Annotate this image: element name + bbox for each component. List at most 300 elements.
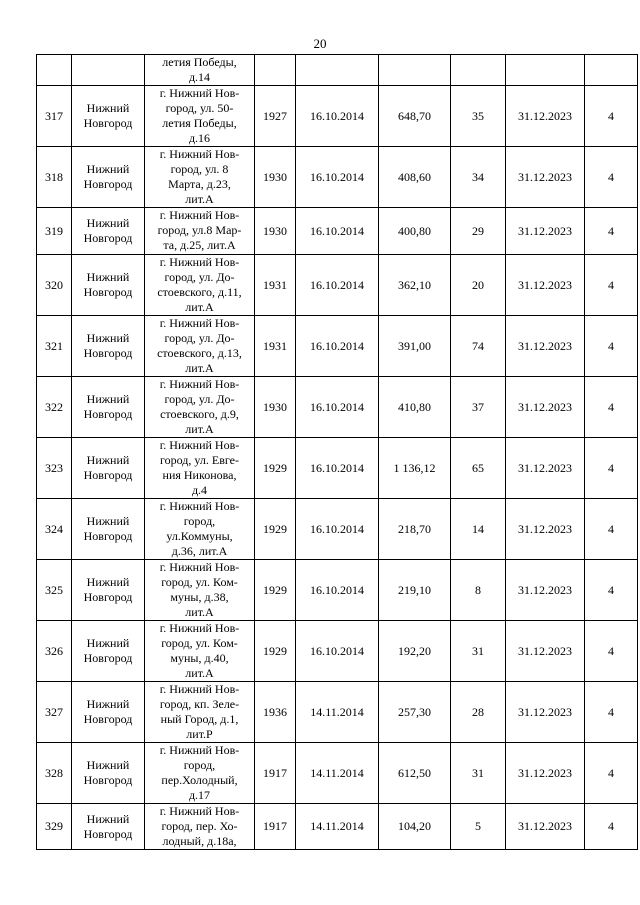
cell-deadline-line: 31.12.2023: [518, 399, 572, 414]
cell-category-line: 4: [608, 819, 614, 833]
cell-address-line: г. Нижний Нов-: [159, 499, 240, 513]
cell-deadline-line: 31.12.2023: [518, 223, 572, 238]
cell-date: [296, 438, 379, 499]
cell-year: [255, 208, 296, 255]
cell-year-line: 1930: [263, 399, 287, 414]
cell-number: [37, 804, 72, 850]
cell-area: [379, 377, 451, 438]
cell-count: [451, 255, 506, 316]
cell-address-line: город, ул. Ком-: [161, 636, 238, 650]
cell-address-line: город, пер. Хо-: [161, 819, 238, 833]
cell-address-line: Марта, д.23,: [168, 177, 231, 191]
cell-deadline: [506, 560, 585, 621]
cell-year-line: 1929: [263, 582, 287, 597]
cell-category-line: 4: [608, 521, 614, 536]
cell-address: [145, 743, 255, 804]
cell-area-line: 219,10: [398, 582, 431, 597]
cell-city-line: Нижний: [86, 392, 130, 406]
cell-city-line: Новгород: [83, 177, 133, 191]
cell-year-line: 1930: [263, 169, 287, 184]
cell-area-line: 104,20: [398, 819, 431, 833]
cell-number: [37, 86, 72, 147]
cell-address-line: г. Нижний Нов-: [159, 147, 240, 161]
cell-area: [379, 804, 451, 850]
cell-date: [296, 499, 379, 560]
cell-category: [585, 743, 638, 804]
cell-address-line: пер.Холодный,: [161, 773, 238, 787]
cell-area-line: 1 136,12: [393, 460, 436, 475]
cell-date: [296, 86, 379, 147]
cell-address: [145, 255, 255, 316]
cell-address-line: д.16: [188, 131, 211, 145]
cell-year-line: 1929: [263, 460, 287, 475]
cell-deadline-line: 31.12.2023: [518, 338, 572, 353]
cell-deadline: [506, 377, 585, 438]
cell-city-line: Новгород: [83, 651, 133, 665]
cell-address-line: город, ул. Ком-: [161, 575, 238, 589]
cell-number-line: 324: [45, 521, 63, 536]
cell-number: [37, 377, 72, 438]
cell-address: [145, 621, 255, 682]
cell-deadline-line: 31.12.2023: [518, 277, 572, 292]
cell-count-line: 31: [472, 643, 484, 658]
table-row: [37, 208, 638, 255]
cell-city: [72, 560, 145, 621]
cell-number: [37, 208, 72, 255]
cell-area: [379, 147, 451, 208]
cell-category: [585, 621, 638, 682]
cell-address-line: ный Город, д.1,: [160, 712, 239, 726]
cell-address-line: г. Нижний Нов-: [159, 255, 240, 269]
cell-count: [451, 438, 506, 499]
cell-year: [255, 621, 296, 682]
cell-city-line: Новгород: [83, 468, 133, 482]
cell-city: [72, 147, 145, 208]
cell-empty: [296, 55, 379, 86]
cell-year-line: 1936: [263, 704, 287, 719]
cell-area: [379, 255, 451, 316]
cell-category: [585, 377, 638, 438]
cell-category: [585, 560, 638, 621]
cell-count-line: 37: [472, 399, 484, 414]
cell-address-line: город, ул. До-: [164, 331, 235, 345]
cell-number-line: 319: [45, 223, 63, 238]
address-line: д.14: [188, 70, 211, 84]
cell-category: [585, 804, 638, 850]
cell-deadline-line: 31.12.2023: [518, 704, 572, 719]
cell-area-line: 362,10: [398, 277, 431, 292]
cell-number: [37, 621, 72, 682]
cell-city-line: Новгород: [83, 590, 133, 604]
cell-deadline-line: 31.12.2023: [518, 108, 572, 123]
cell-number: [37, 499, 72, 560]
cell-year: [255, 86, 296, 147]
cell-year-line: 1931: [263, 277, 287, 292]
cell-count: [451, 208, 506, 255]
cell-address-line: г. Нижний Нов-: [159, 682, 240, 696]
cell-city-line: Новгород: [83, 407, 133, 421]
table-row: [37, 86, 638, 147]
cell-deadline: [506, 499, 585, 560]
cell-city-line: Нижний: [86, 101, 130, 115]
cell-count: [451, 86, 506, 147]
cell-deadline: [506, 682, 585, 743]
table-row: [37, 255, 638, 316]
cell-date: [296, 255, 379, 316]
cell-count-line: 20: [472, 277, 484, 292]
cell-count: [451, 743, 506, 804]
cell-number-line: 326: [45, 643, 63, 658]
cell-date-line: 16.10.2014: [310, 460, 364, 475]
cell-count-line: 31: [472, 765, 484, 780]
cell-category: [585, 86, 638, 147]
cell-empty: [37, 55, 72, 86]
cell-address-line: лит.Р: [186, 727, 213, 741]
cell-category-line: 4: [608, 582, 614, 597]
cell-year: [255, 438, 296, 499]
housing-table: [36, 54, 638, 850]
cell-category-line: 4: [608, 277, 614, 292]
cell-year: [255, 255, 296, 316]
cell-city-line: Нижний: [86, 811, 130, 826]
cell-year: [255, 499, 296, 560]
cell-year-line: 1917: [263, 765, 287, 780]
cell-address-line: г. Нижний Нов-: [159, 377, 240, 391]
cell-number: [37, 438, 72, 499]
table-row: [37, 743, 638, 804]
table-row: [37, 499, 638, 560]
cell-city-line: Нижний: [86, 636, 130, 650]
cell-deadline-line: 31.12.2023: [518, 521, 572, 536]
cell-address-line: лодный, д.18а,: [162, 834, 237, 848]
cell-address-line: город, ул.8 Мар-: [157, 223, 242, 237]
cell-category-line: 4: [608, 338, 614, 353]
cell-date: [296, 743, 379, 804]
cell-number: [37, 147, 72, 208]
cell-address-line: г. Нижний Нов-: [159, 743, 240, 757]
cell-city: [72, 377, 145, 438]
cell-date-line: 16.10.2014: [310, 338, 364, 353]
cell-year: [255, 377, 296, 438]
cell-number-line: 317: [45, 108, 63, 123]
cell-year-line: 1930: [263, 223, 287, 238]
cell-city: [72, 804, 145, 850]
cell-address-line: лит.А: [185, 666, 214, 680]
cell-year-line: 1917: [263, 819, 287, 833]
cell-area-line: 400,80: [398, 223, 431, 238]
cell-deadline: [506, 316, 585, 377]
cell-address: [145, 208, 255, 255]
cell-date-line: 14.11.2014: [310, 765, 364, 780]
cell-address-line: город, ул. Евге-: [160, 453, 239, 467]
cell-address-line: город,: [183, 514, 216, 528]
cell-city: [72, 621, 145, 682]
cell-address-line: ул.Коммуны,: [166, 529, 233, 543]
cell-year: [255, 316, 296, 377]
cell-address-line: город, ул. До-: [164, 270, 235, 284]
cell-area-line: 408,60: [398, 169, 431, 184]
cell-year-line: 1927: [263, 108, 287, 123]
cell-year-line: 1929: [263, 643, 287, 658]
cell-number-line: 328: [45, 765, 63, 780]
cell-address-line: та, д.25, лит.А: [163, 238, 236, 252]
cell-year: [255, 560, 296, 621]
cell-deadline: [506, 208, 585, 255]
cell-date: [296, 804, 379, 850]
cell-number-line: 321: [45, 338, 63, 353]
cell-empty: [72, 55, 145, 86]
cell-empty: [506, 55, 585, 86]
cell-area: [379, 743, 451, 804]
cell-count-line: 28: [472, 704, 484, 719]
cell-count: [451, 377, 506, 438]
cell-city-line: Нижний: [86, 216, 130, 230]
cell-deadline-line: 31.12.2023: [518, 169, 572, 184]
cell-address: [145, 147, 255, 208]
page-number: 20: [313, 36, 327, 51]
cell-category-line: 4: [608, 169, 614, 184]
table-row: [37, 804, 638, 850]
cell-deadline-line: 31.12.2023: [518, 819, 572, 833]
cell-count: [451, 316, 506, 377]
cell-city-line: Нижний: [86, 575, 130, 589]
cell-year: [255, 682, 296, 743]
cell-area: [379, 682, 451, 743]
cell-empty: [451, 55, 506, 86]
table-row: [37, 438, 638, 499]
cell-city: [72, 743, 145, 804]
cell-deadline: [506, 86, 585, 147]
cell-area: [379, 208, 451, 255]
cell-city: [72, 86, 145, 147]
cell-date-line: 14.11.2014: [310, 704, 364, 719]
cell-date: [296, 682, 379, 743]
cell-area-line: 391,00: [398, 338, 431, 353]
cell-city-line: Нижний: [86, 758, 130, 772]
cell-address: [145, 804, 255, 850]
cell-city-line: Нижний: [86, 331, 130, 345]
cell-city-line: Новгород: [83, 231, 133, 245]
table-row: [37, 147, 638, 208]
table-body: [37, 55, 638, 850]
cell-number-line: 325: [45, 582, 63, 597]
cell-date: [296, 147, 379, 208]
table-row: [37, 377, 638, 438]
cell-date-line: 16.10.2014: [310, 108, 364, 123]
cell-address-line: г. Нижний Нов-: [159, 438, 240, 452]
cell-address-line: муны, д.38,: [170, 590, 229, 604]
cell-date: [296, 621, 379, 682]
cell-date: [296, 560, 379, 621]
cell-area-line: 192,20: [398, 643, 431, 658]
cell-count: [451, 621, 506, 682]
cell-number: [37, 682, 72, 743]
cell-address-line: город, ул. 50-: [165, 101, 234, 115]
cell-category-line: 4: [608, 765, 614, 780]
cell-city: [72, 316, 145, 377]
cell-number: [37, 560, 72, 621]
cell-category-line: 4: [608, 460, 614, 475]
cell-number-line: 322: [45, 399, 63, 414]
cell-city: [72, 438, 145, 499]
cell-area-line: 612,50: [398, 765, 431, 780]
cell-address-line: стоевского, д.9,: [160, 407, 239, 421]
cell-address-line: д.17: [188, 788, 211, 802]
cell-city-line: Новгород: [83, 529, 133, 543]
cell-address-line: муны, д.40,: [170, 651, 229, 665]
cell-count: [451, 560, 506, 621]
cell-address-line: ния Никонова,: [162, 468, 237, 482]
cell-area-line: 410,80: [398, 399, 431, 414]
cell-date: [296, 316, 379, 377]
cell-address-line: город, ул. До-: [164, 392, 235, 406]
cell-area: [379, 316, 451, 377]
cell-address-line: г. Нижний Нов-: [159, 86, 240, 100]
cell-category: [585, 255, 638, 316]
cell-address-line: д.4: [191, 483, 208, 497]
cell-count-line: 29: [472, 223, 484, 238]
cell-address-line: г. Нижний Нов-: [159, 316, 240, 330]
cell-empty: [379, 55, 451, 86]
continuation-row: [37, 55, 638, 86]
cell-city-line: Нижний: [86, 697, 130, 711]
cell-count: [451, 804, 506, 850]
cell-empty: [255, 55, 296, 86]
cell-address-line: д.36, лит.А: [171, 544, 228, 558]
table-row: [37, 621, 638, 682]
cell-deadline-line: 31.12.2023: [518, 765, 572, 780]
cell-category-line: 4: [608, 223, 614, 238]
cell-number: [37, 255, 72, 316]
address-line: летия Победы,: [162, 55, 237, 69]
cell-category: [585, 147, 638, 208]
cell-area-line: 648,70: [398, 108, 431, 123]
cell-date-line: 16.10.2014: [310, 643, 364, 658]
cell-city-line: Новгород: [83, 773, 133, 787]
cell-address: [145, 499, 255, 560]
cell-count: [451, 147, 506, 208]
cell-date-line: 16.10.2014: [310, 277, 364, 292]
cell-date-line: 16.10.2014: [310, 169, 364, 184]
cell-category-line: 4: [608, 108, 614, 123]
cell-number: [37, 743, 72, 804]
cell-number: [37, 316, 72, 377]
cell-area: [379, 499, 451, 560]
cell-number-line: 323: [45, 460, 63, 475]
cell-date-line: 16.10.2014: [310, 582, 364, 597]
cell-deadline: [506, 147, 585, 208]
cell-number-line: 320: [45, 277, 63, 292]
cell-city: [72, 499, 145, 560]
table-row: [37, 316, 638, 377]
cell-city-line: Новгород: [83, 346, 133, 360]
cell-count: [451, 499, 506, 560]
cell-deadline: [506, 804, 585, 850]
cell-city-line: Нижний: [86, 453, 130, 467]
cell-year: [255, 743, 296, 804]
cell-area: [379, 621, 451, 682]
cell-address: [145, 560, 255, 621]
cell-date-line: 16.10.2014: [310, 223, 364, 238]
cell-area: [379, 86, 451, 147]
cell-address-line: стоевского, д.13,: [157, 346, 242, 360]
cell-count-line: 14: [472, 521, 484, 536]
cell-area: [379, 560, 451, 621]
cell-address: [145, 438, 255, 499]
cell-year-line: 1931: [263, 338, 287, 353]
cell-date-line: 16.10.2014: [310, 521, 364, 536]
cell-city-line: Нижний: [86, 270, 130, 284]
cell-city-line: Новгород: [83, 285, 133, 299]
cell-city-line: Нижний: [86, 514, 130, 528]
cell-address: [145, 316, 255, 377]
cell-address-line: лит.А: [185, 300, 214, 314]
cell-address-line: г. Нижний Нов-: [159, 560, 240, 574]
cell-deadline-line: 31.12.2023: [518, 460, 572, 475]
cell-empty: [585, 55, 638, 86]
cell-area-line: 257,30: [398, 704, 431, 719]
cell-address-line: г. Нижний Нов-: [159, 804, 240, 818]
cell-deadline: [506, 621, 585, 682]
cell-address: [145, 682, 255, 743]
cell-date: [296, 377, 379, 438]
cell-deadline: [506, 743, 585, 804]
cell-date-line: 16.10.2014: [310, 399, 364, 414]
cell-category-line: 4: [608, 399, 614, 414]
cell-city: [72, 255, 145, 316]
cell-address-line: лит.А: [185, 361, 214, 375]
cell-address-line: город, ул. 8: [170, 162, 229, 176]
cell-category: [585, 316, 638, 377]
table-row: [37, 682, 638, 743]
cell-address-line: стоевского, д.11,: [157, 285, 242, 299]
cell-city: [72, 682, 145, 743]
cell-category-line: 4: [608, 643, 614, 658]
cell-deadline-line: 31.12.2023: [518, 582, 572, 597]
cell-city-line: Новгород: [83, 712, 133, 726]
cell-area: [379, 438, 451, 499]
cell-city: [72, 208, 145, 255]
cell-address: [145, 377, 255, 438]
cell-year-line: 1929: [263, 521, 287, 536]
cell-category: [585, 208, 638, 255]
cell-number-line: 327: [45, 704, 63, 719]
cell-category: [585, 682, 638, 743]
cell-area-line: 218,70: [398, 521, 431, 536]
cell-count-line: 5: [475, 819, 481, 833]
cell-date-line: 14.11.2014: [310, 819, 364, 833]
cell-count-line: 34: [472, 169, 484, 184]
cell-address: [145, 86, 255, 147]
cell-count-line: 35: [472, 108, 484, 123]
cell-deadline: [506, 255, 585, 316]
cell-address-line: г. Нижний Нов-: [159, 621, 240, 635]
cell-count: [451, 682, 506, 743]
cell-category: [585, 438, 638, 499]
cell-address-line: лит.А: [185, 192, 214, 206]
cell-year: [255, 147, 296, 208]
table-row: [37, 560, 638, 621]
cell-address-line: г. Нижний Нов-: [159, 208, 240, 222]
cell-city-line: Новгород: [83, 116, 133, 130]
cell-number-line: 318: [45, 169, 63, 184]
cell-address-line: город,: [183, 758, 216, 772]
cell-count-line: 8: [475, 582, 481, 597]
cell-address-line: летия Победы,: [162, 116, 237, 130]
cell-date: [296, 208, 379, 255]
cell-city-line: Новгород: [83, 826, 133, 841]
cell-address-line: город, кп. Зеле-: [159, 697, 240, 711]
